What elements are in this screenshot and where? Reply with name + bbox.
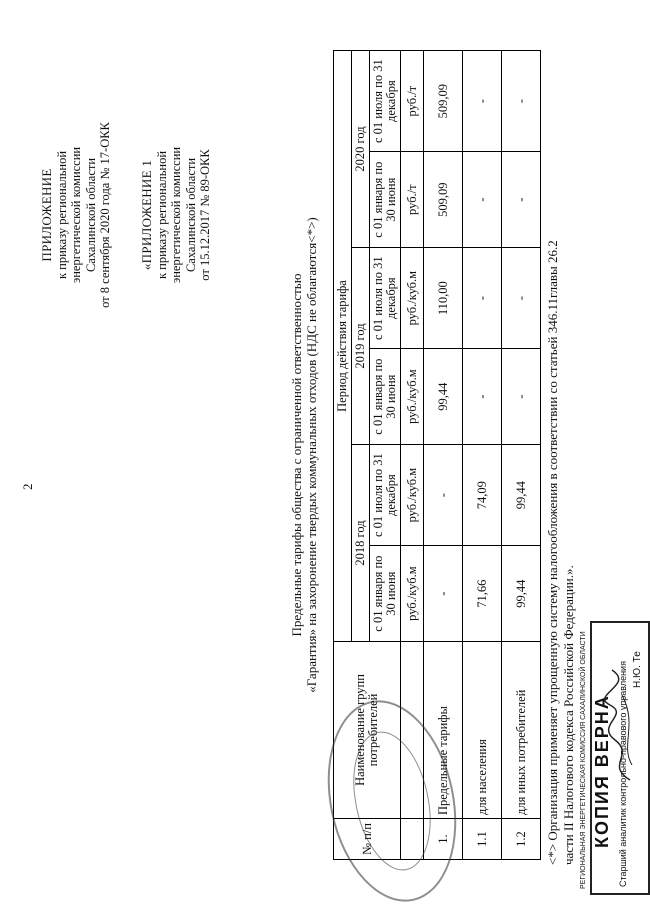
stamp-title: КОПИЯ ВЕРНА [592,694,612,848]
col-header-name: Наименование групп потребителей [334,642,401,819]
unit-cell: руб./т [401,152,424,248]
half-header: с 01 января по 30 июня [370,349,401,445]
year-header: 2020 год [352,51,370,248]
appendix-line: энергетической комиссии [69,146,83,284]
value-cell: 99,44 [424,349,463,445]
value-cell: - [424,546,463,642]
half-header: с 01 июля по 31 декабря [370,445,401,546]
appendix-line: Сахалинской области [183,157,198,273]
col-header-number: № п/п [334,819,401,860]
value-cell: - [502,51,541,152]
value-cell: - [463,51,502,152]
appendix-line: от 8 сентября 2020 года № 17-ОКК [98,122,112,308]
unit-cell: руб./куб.м [401,546,424,642]
appendix-line: энергетической комиссии [169,146,183,284]
footnote: <*> Организация применяет упрощенную систему налогообложения в соответствии со статьей 346.11главы 26.2 [545,240,560,865]
unit-cell: руб./куб.м [401,349,424,445]
footnote-continued: части II Налогового кодекса Российской Федерации.». [561,565,576,865]
year-header: 2019 год [352,248,370,445]
value-cell: - [463,152,502,248]
row-number: 1.1 [463,819,502,860]
row-label: для иных потребителей [502,642,541,819]
half-header: с 01 июля по 31 декабря [370,248,401,349]
value-cell: 509,09 [424,152,463,248]
table-row [502,51,541,860]
unit-cell: руб./куб.м [401,248,424,349]
value-cell: 99,44 [502,546,541,642]
page-number: 2 [20,483,35,490]
appendix-line: к приказу региональной [54,150,69,280]
half-header: с 01 января по 30 июня [370,546,401,642]
value-cell: - [502,248,541,349]
row-label: для населения [463,642,502,819]
appendix-heading: ПРИЛОЖЕНИЕ [39,168,54,262]
stamp-position: Старший аналитик контрольно-правового управления [618,661,628,887]
value-cell: 99,44 [502,445,541,546]
half-header: с 01 января по 30 июня [370,152,401,248]
stamp-header: РЕГИОНАЛЬНАЯ ЭНЕРГЕТИЧЕСКАЯ КОМИССИЯ САХАЛИНСКОЙ ОБЛАСТИ [580,631,587,889]
row-number: 1. [424,819,463,860]
half-header: с 01 июля по 31 декабря [370,51,401,152]
appendix-current [40,85,113,345]
value-cell: - [424,445,463,546]
appendix-line: от 15.12.2017 № 89-ОКК [198,149,212,281]
stamp-name: Н.Ю. Те [632,651,643,688]
table-row [463,51,502,860]
appendix-line: Сахалинской области [83,157,98,273]
unit-cell: руб./куб.м [401,445,424,546]
year-header: 2018 год [352,445,370,642]
document-subtitle: «Гарантия» на захоронение твердых коммунальных отходов (НДС не облагаются<*>) [304,217,319,693]
value-cell: - [502,152,541,248]
appendix-heading: «ПРИЛОЖЕНИЕ 1 [139,159,154,271]
value-cell: - [463,248,502,349]
value-cell: - [502,349,541,445]
unit-cell: руб./т [401,51,424,152]
row-label: Предельные тарифы [424,642,463,819]
signature [600,665,640,785]
appendix-previous [140,85,213,345]
value-cell: 74,09 [463,445,502,546]
row-number: 1.2 [502,819,541,860]
period-header: Период действия тарифа [334,51,352,642]
value-cell: 110,00 [424,248,463,349]
value-cell: - [463,349,502,445]
value-cell: 509,09 [424,51,463,152]
appendix-line: к приказу региональной [154,150,169,280]
value-cell: 71,66 [463,546,502,642]
document-title: Предельные тарифы общества с ограниченной ответственностью [289,273,304,637]
